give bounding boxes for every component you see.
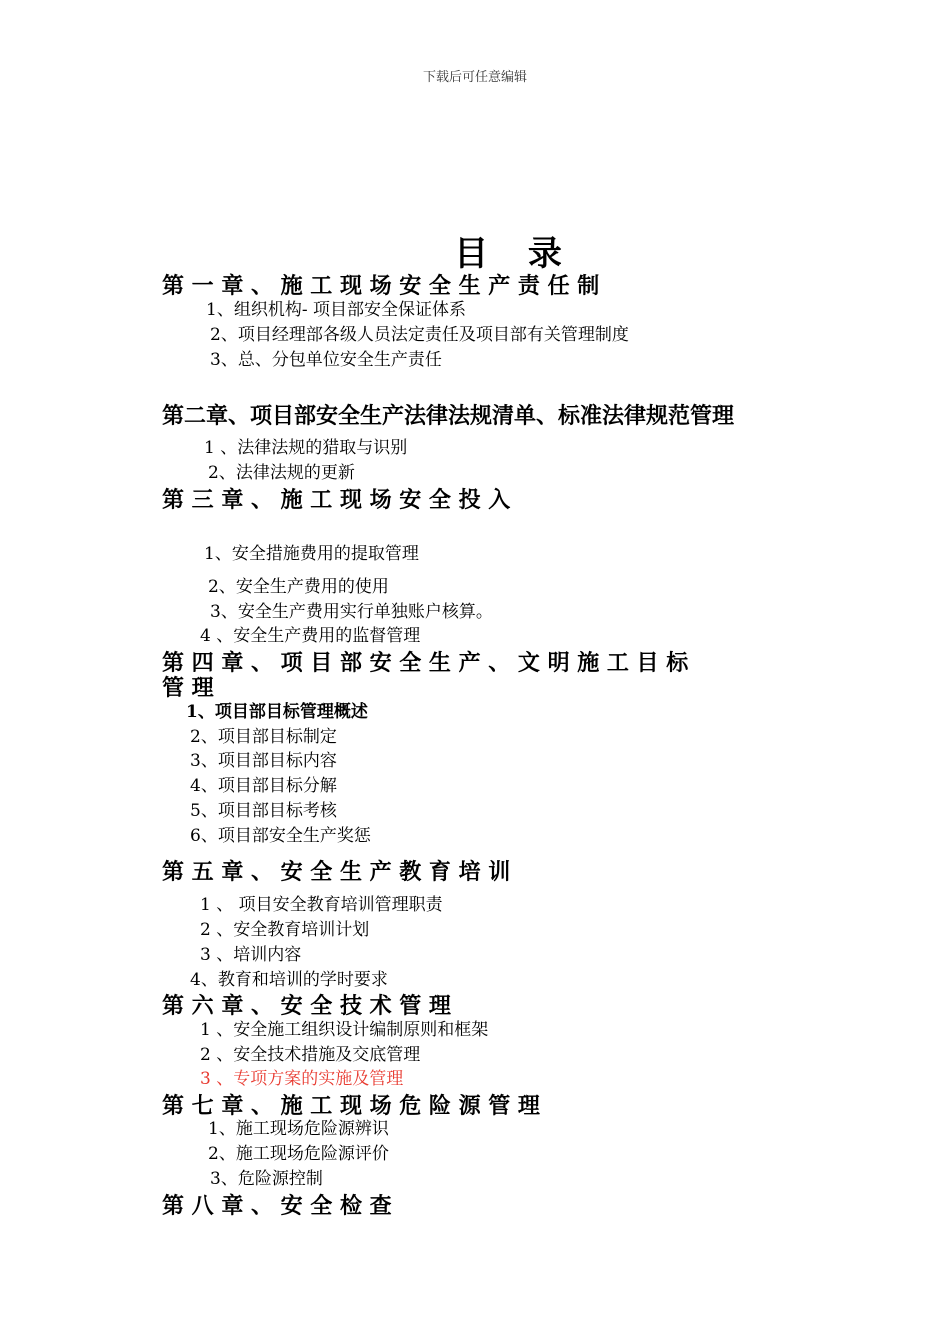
chapter-5-item-3: 3 、培训内容	[200, 945, 302, 965]
chapter-3-item-3: 3、安全生产费用实行单独账户核算。	[210, 602, 493, 622]
chapter-4-item-5: 5、项目部目标考核	[190, 801, 337, 821]
chapter-1-title: 第 一 章 、 施 工 现 场 安 全 生 产 责 任 制	[162, 273, 600, 299]
chapter-6-item-1: 1 、安全施工组织设计编制原则和框架	[200, 1020, 489, 1040]
chapter-3-item-4: 4 、安全生产费用的监督管理	[200, 626, 421, 646]
chapter-3-title: 第 三 章 、 施 工 现 场 安 全 投 入	[162, 487, 511, 513]
chapter-5-item-4: 4、教育和培训的学时要求	[190, 970, 388, 990]
chapter-3-item-2: 2、安全生产费用的使用	[208, 577, 389, 597]
chapter-6-title: 第 六 章 、 安 全 技 术 管 理	[162, 993, 451, 1019]
chapter-1-item-2: 2、项目经理部各级人员法定责任及项目部有关管理制度	[210, 325, 629, 345]
chapter-4-title-line2: 管 理	[162, 675, 214, 701]
chapter-4-item-6: 6、项目部安全生产奖惩	[190, 826, 371, 846]
chapter-6-item-3: 3 、专项方案的实施及管理	[200, 1069, 404, 1089]
chapter-5-item-2: 2 、安全教育培训计划	[200, 920, 370, 940]
chapter-7-title: 第 七 章 、 施 工 现 场 危 险 源 管 理	[162, 1093, 540, 1119]
chapter-1-item-3: 3、总、分包单位安全生产责任	[210, 350, 442, 370]
chapter-2-title: 第二章、项目部安全生产法律法规清单、标准法律规范管理	[162, 403, 735, 429]
chapter-4-item-3: 3、项目部目标内容	[190, 751, 337, 771]
chapter-5-title: 第 五 章 、 安 全 生 产 教 育 培 训	[162, 859, 511, 885]
chapter-1-item-1: 1、组织机构- 项目部安全保证体系	[206, 300, 466, 320]
chapter-2-item-2: 2、法律法规的更新	[208, 463, 355, 483]
chapter-7-item-3: 3、危险源控制	[210, 1169, 323, 1189]
document-title: 目 录	[454, 234, 576, 274]
chapter-7-item-2: 2、施工现场危险源评价	[208, 1144, 389, 1164]
chapter-4-title-line1: 第 四 章 、 项 目 部 安 全 生 产 、 文 明 施 工 目 标	[162, 650, 689, 676]
chapter-5-item-1: 1 、 项目安全教育培训管理职责	[200, 895, 443, 915]
chapter-2-item-1: 1 、法律法规的猎取与识别	[204, 438, 408, 458]
page-header: 下载后可任意编辑	[422, 70, 527, 85]
chapter-4-item-1: 1、项目部目标管理概述	[186, 702, 368, 722]
chapter-6-item-2: 2 、安全技术措施及交底管理	[200, 1045, 421, 1065]
chapter-4-item-2: 2、项目部目标制定	[190, 727, 337, 747]
chapter-7-item-1: 1、施工现场危险源辨识	[208, 1119, 389, 1139]
chapter-3-item-1: 1、安全措施费用的提取管理	[204, 544, 419, 564]
chapter-4-item-4: 4、项目部目标分解	[190, 776, 337, 796]
chapter-8-title: 第 八 章 、 安 全 检 查	[162, 1193, 392, 1219]
